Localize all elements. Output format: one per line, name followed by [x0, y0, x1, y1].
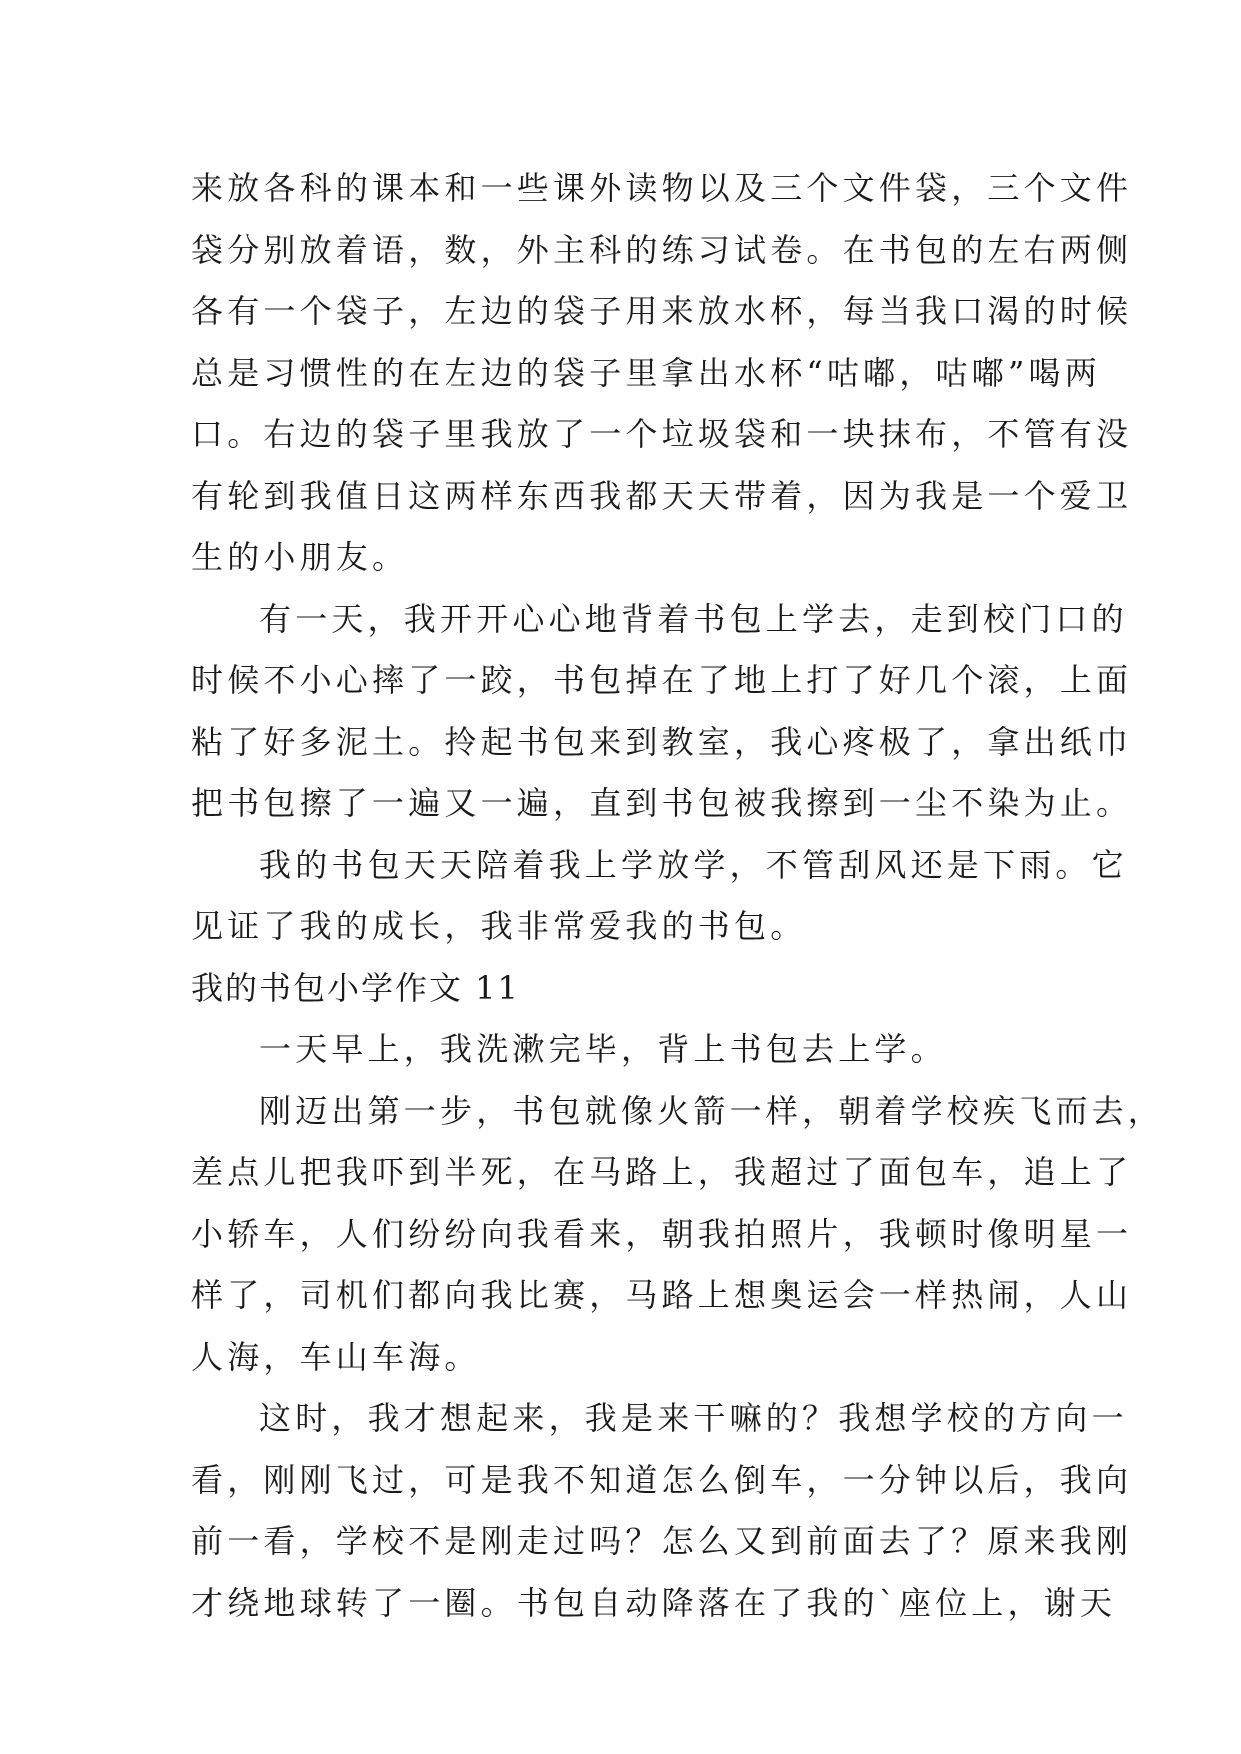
text-line: 看，刚刚飞过，可是我不知道怎么倒车，一分钟以后，我向 [191, 1460, 1133, 1499]
text-line: 差点儿把我吓到半死，在马路上，我超过了面包车，追上了 [191, 1153, 1133, 1191]
text-line: 各有一个袋子，左边的袋子用来放水杯，每当我口渴的时候 [191, 292, 1133, 330]
paragraph-first-line: 这时，我才想起来，我是来干嘛的？我想学校的方向一 [259, 1399, 1128, 1437]
paragraph-first-line: 有一天，我开开心心地背着书包上学去，走到校门口的 [259, 599, 1128, 638]
paragraph-first-line: 我的书包天天陪着我上学放学，不管刮风还是下雨。它 [259, 845, 1128, 884]
text-line: 生的小朋友。 [191, 538, 409, 576]
text-line: 时候不小心摔了一跤，书包掉在了地上打了好几个滚，上面 [191, 661, 1133, 699]
text-line: 人海，车山车海。 [191, 1337, 481, 1376]
text-line: 有轮到我值日这两样东西我都天天带着，因为我是一个爱卫 [191, 476, 1133, 515]
text-line: 小轿车，人们纷纷向我看来，朝我拍照片，我顿时像明星一 [191, 1214, 1133, 1253]
text-line: 口。右边的袋子里我放了一个垃圾袋和一块抹布，不管有没 [191, 415, 1133, 453]
text-line: 袋分别放着语，数，外主科的练习试卷。在书包的左右两侧 [191, 230, 1133, 269]
text-line: 把书包擦了一遍又一遍，直到书包被我擦到一尘不染为止。 [191, 784, 1133, 822]
text-line: 来放各科的课本和一些课外读物以及三个文件袋，三个文件 [191, 169, 1133, 207]
text-line: 才绕地球转了一圈。书包自动降落在了我的`座位上，谢天 [191, 1583, 1117, 1622]
text-line: 见证了我的成长，我非常爱我的书包。 [191, 907, 807, 945]
text-line: 总是习惯性的在左边的袋子里拿出水杯“咕嘟，咕嘟”喝两 [191, 353, 1101, 392]
text-line: 样了，司机们都向我比赛，马路上想奥运会一样热闹，人山 [191, 1276, 1133, 1314]
section-heading: 我的书包小学作文 11 [191, 968, 520, 1007]
paragraph-first-line: 刚迈出第一步，书包就像火箭一样，朝着学校疾飞而去， [259, 1091, 1165, 1130]
document-body [191, 158, 1165, 1634]
paragraph-first-line: 一天早上，我洗漱完毕，背上书包去上学。 [259, 1030, 947, 1068]
text-line: 前一看，学校不是刚走过吗？怎么又到前面去了？原来我刚 [191, 1522, 1133, 1560]
text-line: 粘了好多泥土。拎起书包来到教室，我心疼极了，拿出纸巾 [191, 722, 1133, 761]
